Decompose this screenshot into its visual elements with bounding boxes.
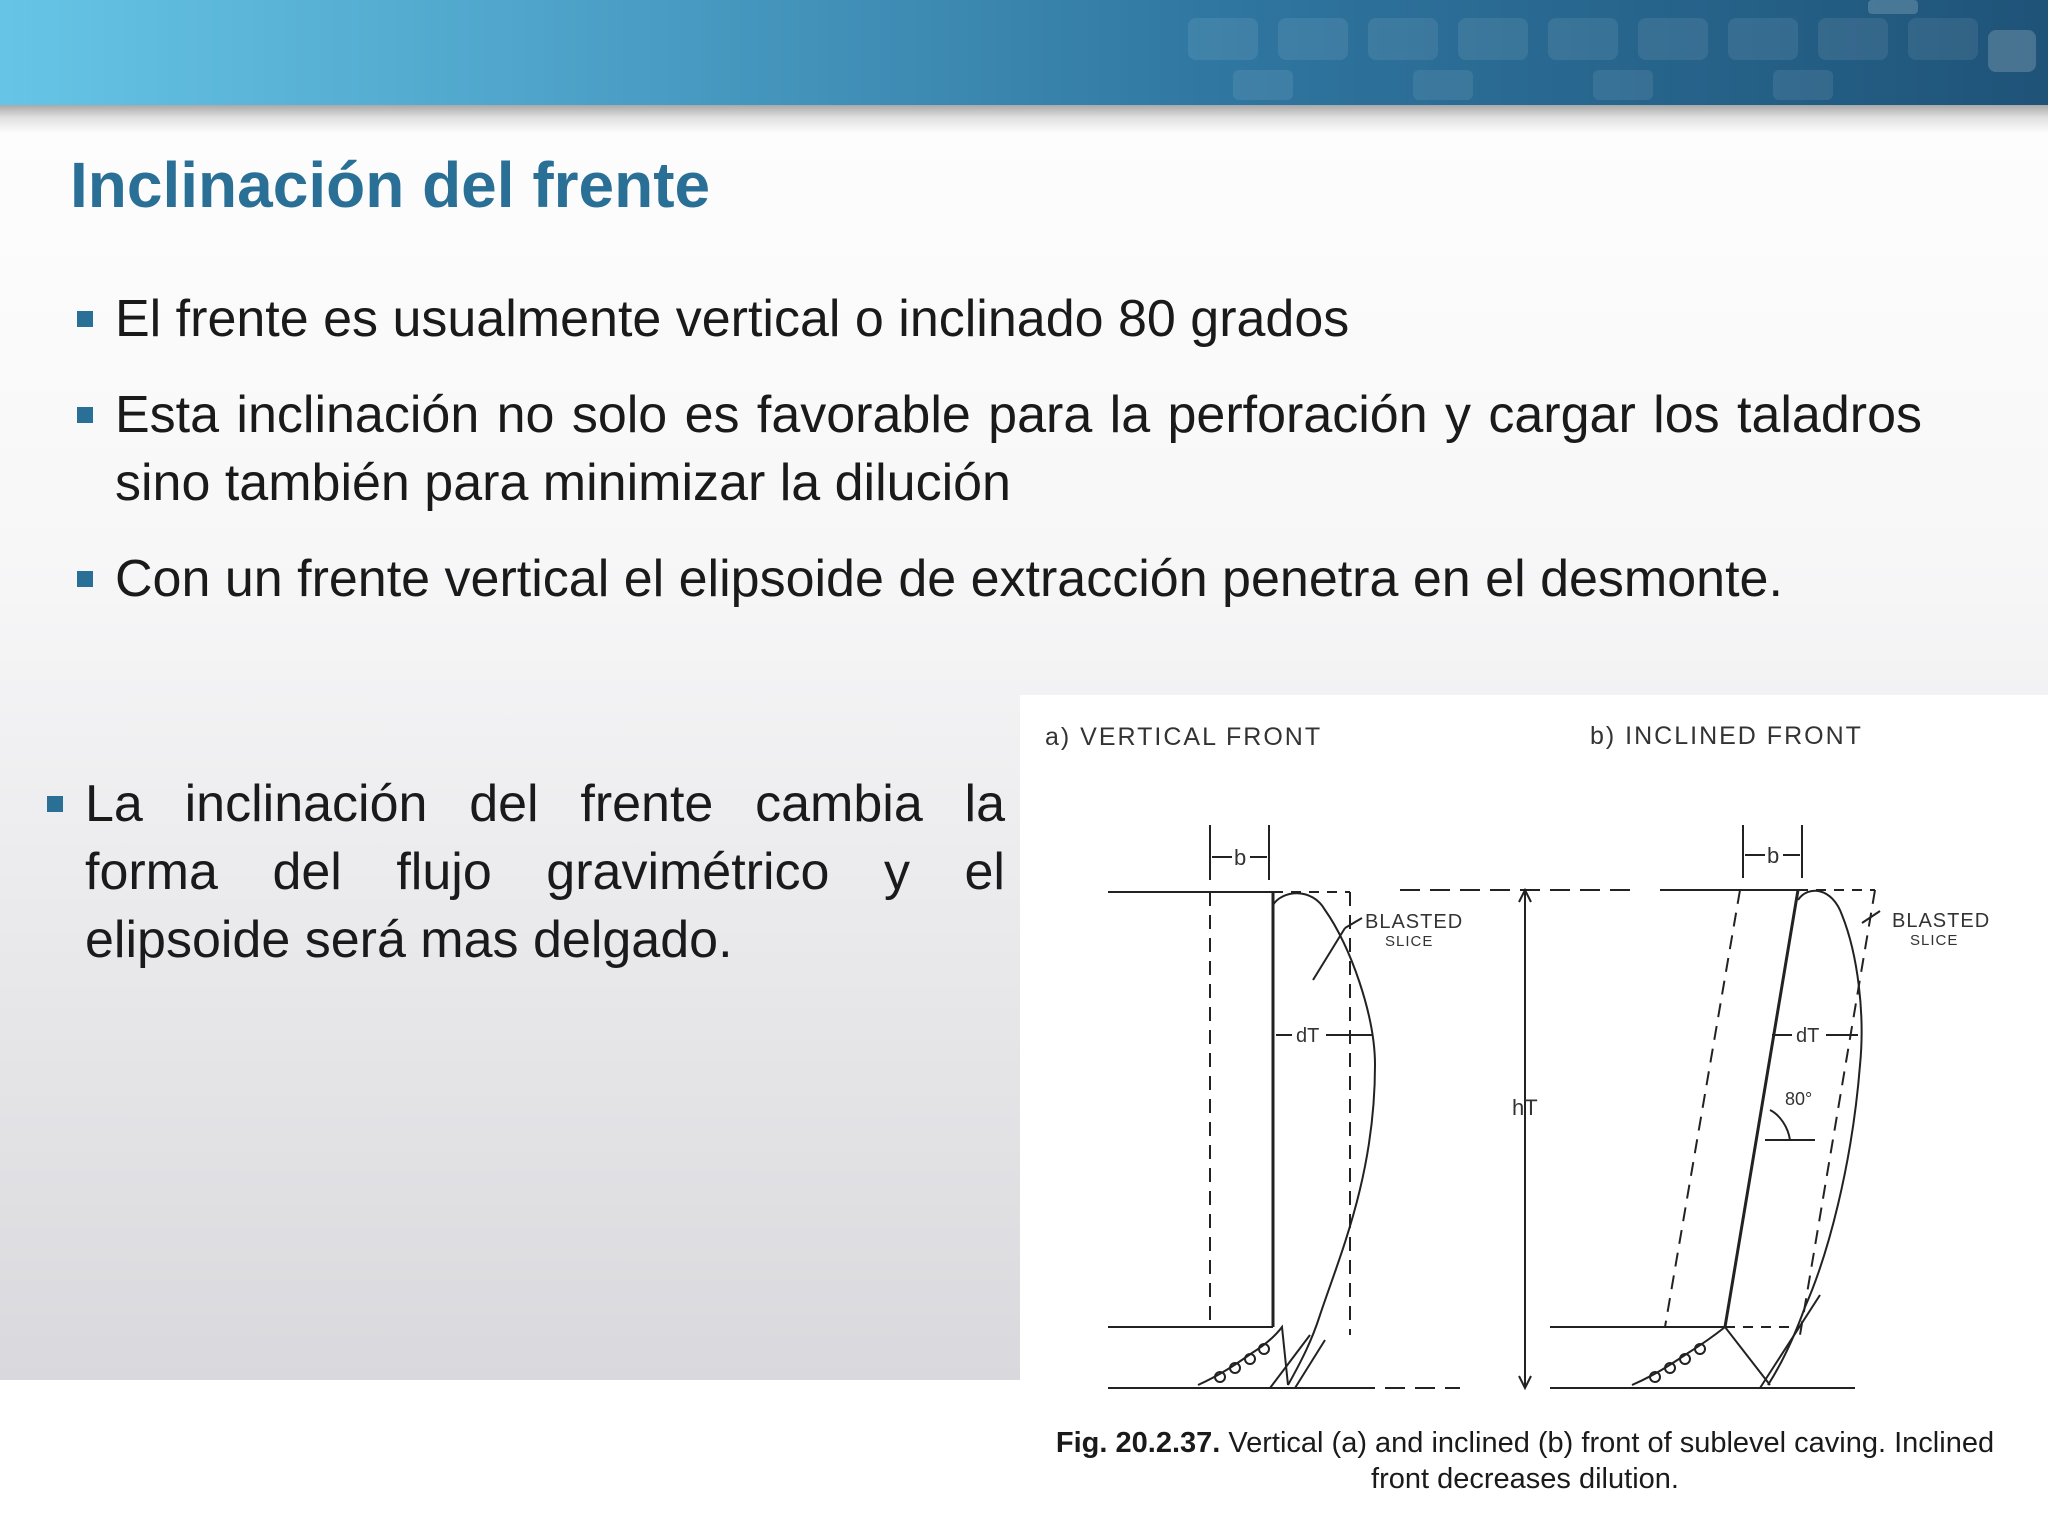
side-bullet-text: La inclinación del frente cambia la forma del flujo gravimétrico y el elipsoide será mas delgado. [85,775,1005,969]
blasted-label-b: BLASTED [1892,910,1991,932]
label-inclined-front: b) INCLINED FRONT [1590,722,1863,750]
bullet-text: El frente es usualmente vertical o inclinado 80 grados [115,290,1350,348]
bullet-item [75,285,1922,353]
header-shadow [0,105,2048,133]
blasted-label: BLASTED [1365,911,1464,933]
bullet-square-icon [77,571,93,587]
angle-arc [1770,1110,1790,1140]
extraction-ellipsoid-curve [1273,893,1375,1385]
bullet-square-icon [77,407,93,423]
panel-vertical-front [1108,825,1463,1388]
height-dimension [1385,890,1635,1388]
caption-figure-number: Fig. 20.2.37. [1055,1427,1221,1459]
dim-b-label-b: b [1767,843,1780,868]
slice-label-b: SLICE [1910,932,1959,949]
dt-label: dT [1296,1025,1320,1047]
draw-point-rock [1198,1327,1288,1385]
header-pattern [1148,0,2048,105]
slide-title: Inclinación del frente [70,149,711,221]
bullet-item [75,381,1922,517]
header-bar [0,0,2048,105]
previous-inclined-dashed [1665,890,1740,1327]
bullet-text: Con un frente vertical el elipsoide de extracción penetra en el desmonte. [115,550,1783,608]
bullet-item [75,545,1922,613]
draw-point-rock-b [1632,1327,1770,1385]
sublevel-caving-figure [1020,695,2048,1535]
hatch-line [1760,1295,1820,1388]
ht-label: hT [1512,1095,1538,1120]
angle-label: 80° [1785,1089,1813,1109]
bullet-text: Esta inclinación no solo es favorable para la perforación y cargar los taladros sino también para minimizar la dilución [115,386,1922,512]
extraction-ellipsoid-curve-b [1768,891,1862,1385]
bullet-square-icon [47,796,63,812]
leader-line-2 [1345,918,1362,928]
figure-drawing [1020,695,2048,1535]
figure-caption [1030,1425,2020,1497]
bullet-square-icon [77,311,93,327]
leader-line [1313,928,1345,980]
bullet-list [75,285,1922,641]
slice-label: SLICE [1385,933,1434,950]
panel-inclined-front [1550,825,1990,1388]
caption-text: Vertical (a) and inclined (b) front of sublevel caving. Inclined front decreases dilution. [1228,1427,1995,1495]
side-bullet [45,770,1005,974]
dt-label-b: dT [1796,1025,1820,1047]
label-vertical-front: a) VERTICAL FRONT [1045,723,1323,751]
dim-b-label: b [1234,845,1247,870]
slice-boundary-dashed-b [1800,890,1875,1335]
